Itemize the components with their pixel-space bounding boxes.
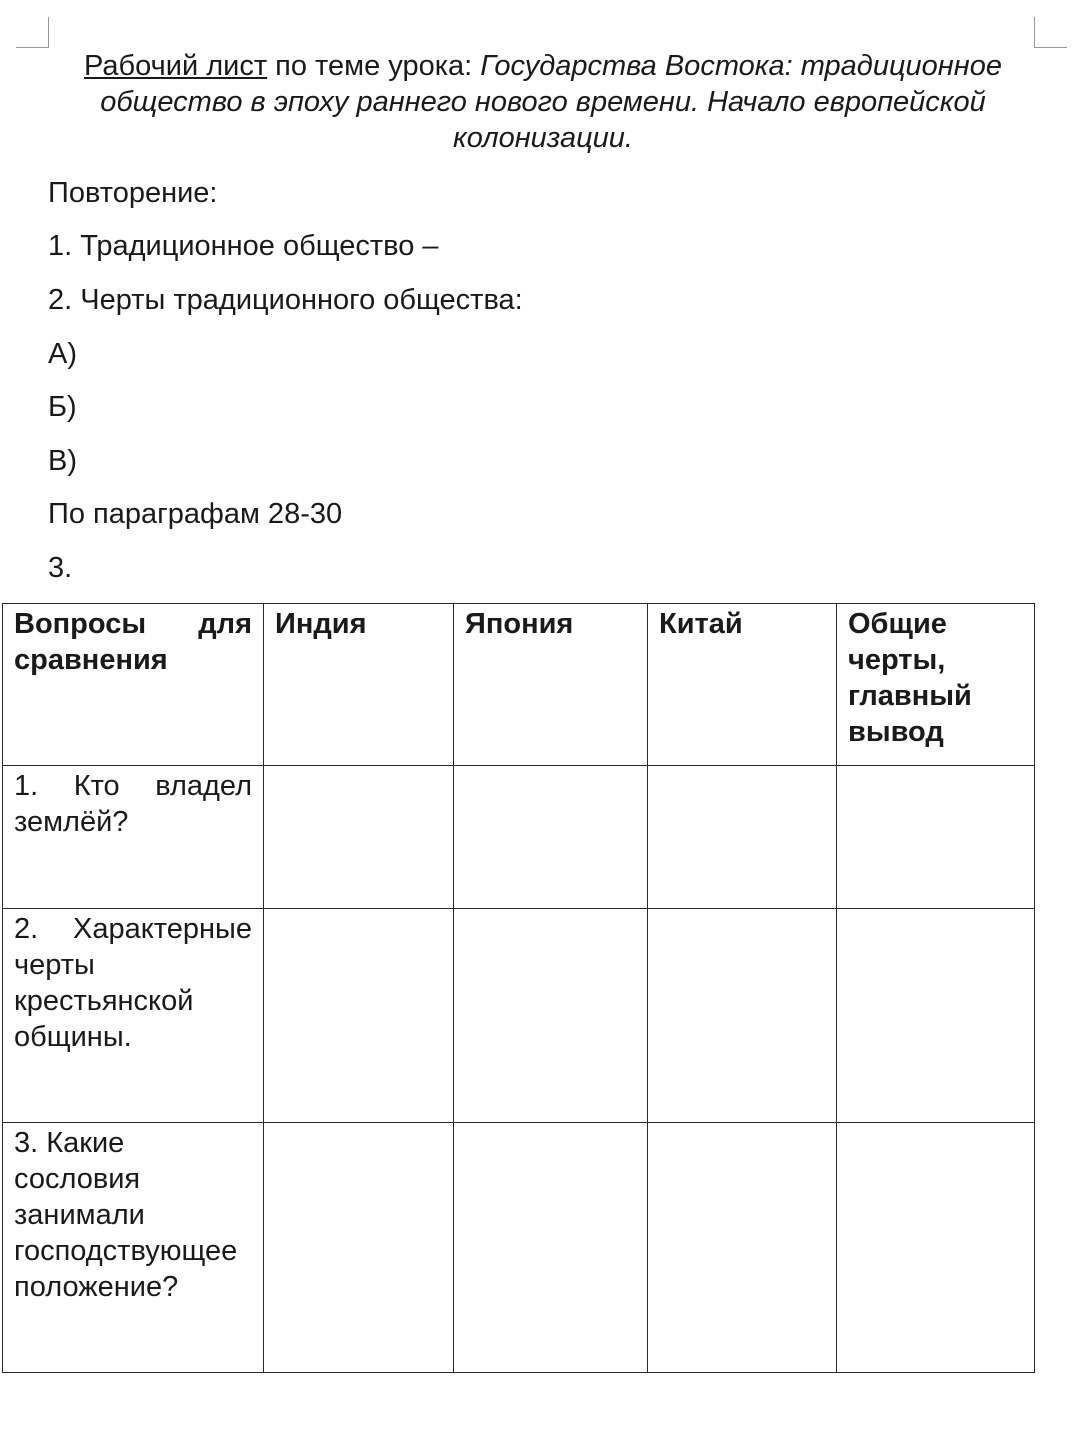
worksheet-title	[60, 48, 1026, 156]
cell-china-q3[interactable]	[648, 1123, 837, 1373]
cell-common-q3[interactable]	[837, 1123, 1035, 1373]
task-3-number: 3.	[48, 552, 73, 584]
title-topic: Государства Востока: традиционное общество в эпоху раннего нового времени. Начало европейской колонизации.	[100, 50, 1002, 154]
cell-japan-q3[interactable]	[454, 1123, 648, 1373]
cell-india-q1[interactable]	[264, 766, 454, 909]
feature-a: А)	[48, 338, 77, 370]
question-dominant-estates: 3. Какие сословия занимали господствующее положение?	[3, 1123, 264, 1373]
header-questions: Вопросы для сравнения	[3, 604, 264, 766]
cell-japan-q1[interactable]	[454, 766, 648, 909]
page-corner-mark-top-right	[1034, 17, 1067, 48]
paragraphs-reference: По параграфам 28-30	[48, 498, 343, 530]
cell-india-q3[interactable]	[264, 1123, 454, 1373]
table-row	[3, 909, 1035, 1123]
table-row	[3, 1123, 1035, 1373]
task-2-features: 2. Черты традиционного общества:	[48, 284, 523, 316]
header-india: Индия	[264, 604, 454, 766]
question-community-features: 2. Характерные черты крестьянской общины.	[3, 909, 264, 1123]
question-land-ownership: 1. Кто владел землёй?	[3, 766, 264, 909]
cell-common-q1[interactable]	[837, 766, 1035, 909]
feature-v: В)	[48, 445, 77, 477]
cell-china-q2[interactable]	[648, 909, 837, 1123]
comparison-table	[2, 603, 1035, 1373]
review-heading: Повторение:	[48, 177, 218, 209]
table-header-row	[3, 604, 1035, 766]
page-corner-mark-top-left	[16, 17, 49, 48]
cell-japan-q2[interactable]	[454, 909, 648, 1123]
title-worksheet-label: Рабочий лист	[84, 50, 268, 82]
header-japan: Япония	[454, 604, 648, 766]
cell-india-q2[interactable]	[264, 909, 454, 1123]
table-row	[3, 766, 1035, 909]
feature-b: Б)	[48, 391, 77, 423]
header-common-features: Общие черты, главный вывод	[837, 604, 1035, 766]
task-1-traditional-society: 1. Традиционное общество –	[48, 230, 439, 262]
cell-china-q1[interactable]	[648, 766, 837, 909]
cell-common-q2[interactable]	[837, 909, 1035, 1123]
header-china: Китай	[648, 604, 837, 766]
title-topic-prefix: по теме урока:	[267, 50, 481, 82]
